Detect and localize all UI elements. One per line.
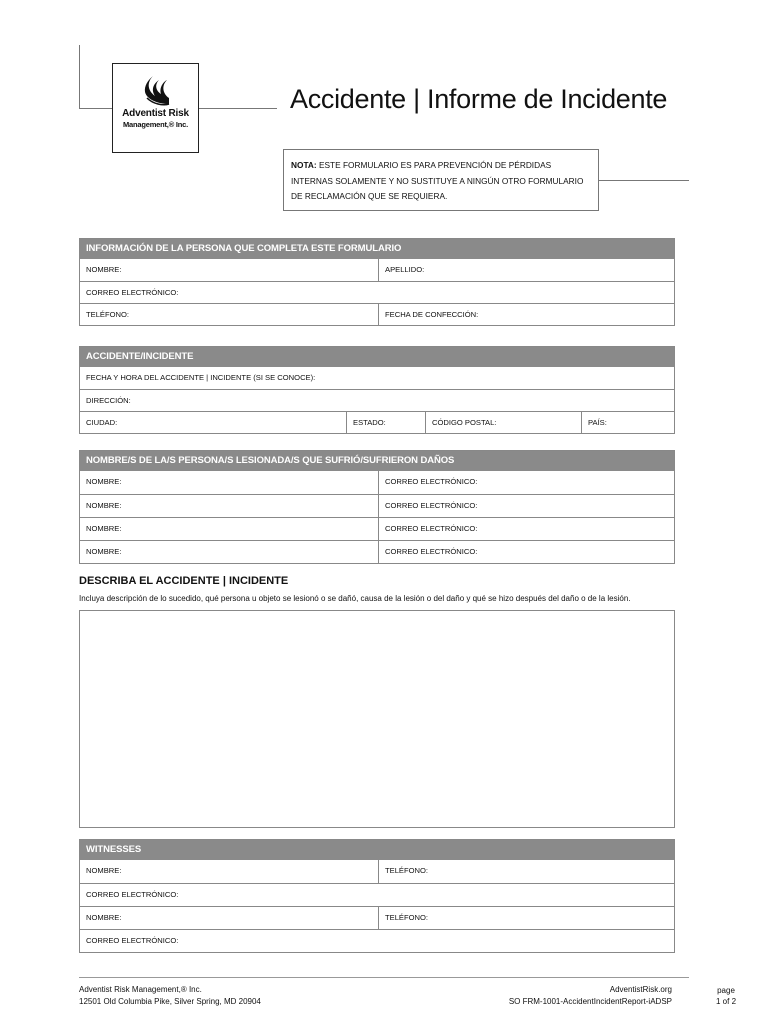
accident-heading: ACCIDENTE/INCIDENTE xyxy=(80,347,674,367)
injured-name-field[interactable]: NOMBRE: xyxy=(86,524,122,533)
logo-line-1: Adventist Risk xyxy=(122,108,189,119)
footer-right xyxy=(509,984,672,1008)
address-field[interactable]: DIRECCIÓN: xyxy=(86,396,131,405)
person-info-heading: INFORMACIÓN DE LA PERSONA QUE COMPLETA ESTE FORMULARIO xyxy=(80,239,674,259)
witness-email-field[interactable]: CORREO ELECTRÓNICO: xyxy=(86,936,179,945)
note-text: ESTE FORMULARIO ES PARA PREVENCIÓN DE PÉRDIDAS INTERNAS SOLAMENTE Y NO SUSTITUYE A NINGÚN OTRO FORMULARIO DE RECLAMACIÓN QUE SE REQUIERA. xyxy=(291,160,584,201)
injured-name-field[interactable]: NOMBRE: xyxy=(86,477,122,486)
note-box xyxy=(283,149,599,211)
page-title: Accidente | Informe de Incidente xyxy=(290,84,668,114)
description-textarea[interactable] xyxy=(79,610,675,828)
person-info-section xyxy=(79,238,675,326)
witness-name-field[interactable]: NOMBRE: xyxy=(86,913,122,922)
frame-line-nota-right xyxy=(599,180,689,181)
footer-address: 12501 Old Columbia Pike, Silver Spring, MD 20904 xyxy=(79,997,261,1006)
accident-datetime-field[interactable]: FECHA Y HORA DEL ACCIDENTE | INCIDENTE (SI SE CONOCE): xyxy=(86,373,316,382)
frame-line-left-horizontal xyxy=(79,108,112,109)
last-name-field[interactable]: APELLIDO: xyxy=(378,259,674,281)
witnesses-section xyxy=(79,839,675,953)
injured-email-field[interactable]: CORREO ELECTRÓNICO: xyxy=(378,495,674,517)
witness-email-field[interactable]: CORREO ELECTRÓNICO: xyxy=(86,890,179,899)
completion-date-field[interactable]: FECHA DE CONFECCIÓN: xyxy=(378,304,674,325)
page-of: 1 of 2 xyxy=(716,997,737,1006)
first-name-field[interactable]: NOMBRE: xyxy=(86,265,122,274)
injured-email-field[interactable]: CORREO ELECTRÓNICO: xyxy=(378,518,674,540)
accident-section xyxy=(79,346,675,434)
postal-code-field[interactable]: CÓDIGO POSTAL: xyxy=(425,412,581,433)
description-title: DESCRIBA EL ACCIDENTE | INCIDENTE xyxy=(79,575,289,587)
city-field[interactable]: CIUDAD: xyxy=(86,418,118,427)
footer-form-id: SO FRM-1001-AccidentIncidentReport-iADSP xyxy=(508,997,672,1006)
witness-phone-field[interactable]: TELÉFONO: xyxy=(378,860,674,883)
witness-name-field[interactable]: NOMBRE: xyxy=(86,866,122,875)
page-label: page xyxy=(717,986,735,995)
footer-divider xyxy=(79,977,689,978)
email-field[interactable]: CORREO ELECTRÓNICO: xyxy=(86,288,179,297)
injured-persons-section xyxy=(79,450,675,564)
injured-name-field[interactable]: NOMBRE: xyxy=(86,501,122,510)
footer-company: Adventist Risk Management,® Inc. xyxy=(79,985,202,994)
injured-persons-heading: NOMBRE/S DE LA/S PERSONA/S LESIONADA/S QUE SUFRIÓ/SUFRIERON DAÑOS xyxy=(80,451,674,471)
country-field[interactable]: PAÍS: xyxy=(581,412,674,433)
injured-email-field[interactable]: CORREO ELECTRÓNICO: xyxy=(378,471,674,494)
frame-line-right-horizontal xyxy=(199,108,277,109)
state-field[interactable]: ESTADO: xyxy=(346,412,425,433)
injured-name-field[interactable]: NOMBRE: xyxy=(86,547,122,556)
company-logo xyxy=(112,63,199,153)
frame-line-left-vertical xyxy=(79,45,80,108)
witnesses-heading: WITNESSES xyxy=(80,840,674,860)
witness-phone-field[interactable]: TELÉFONO: xyxy=(378,907,674,929)
phone-field[interactable]: TELÉFONO: xyxy=(86,310,130,319)
note-label: NOTA: xyxy=(291,160,317,170)
footer-left xyxy=(79,984,261,1008)
flame-logo-icon xyxy=(141,74,173,108)
footer-website: AdventistRisk.org xyxy=(609,985,672,994)
injured-email-field[interactable]: CORREO ELECTRÓNICO: xyxy=(378,541,674,563)
logo-line-2: Management,® Inc. xyxy=(122,120,189,129)
description-instructions: Incluya descripción de lo sucedido, qué persona u objeto se lesionó o se dañó, causa de la lesión o del daño y qué se hizo después del daño o de la lesión. xyxy=(79,594,631,603)
page-number xyxy=(716,985,736,1007)
